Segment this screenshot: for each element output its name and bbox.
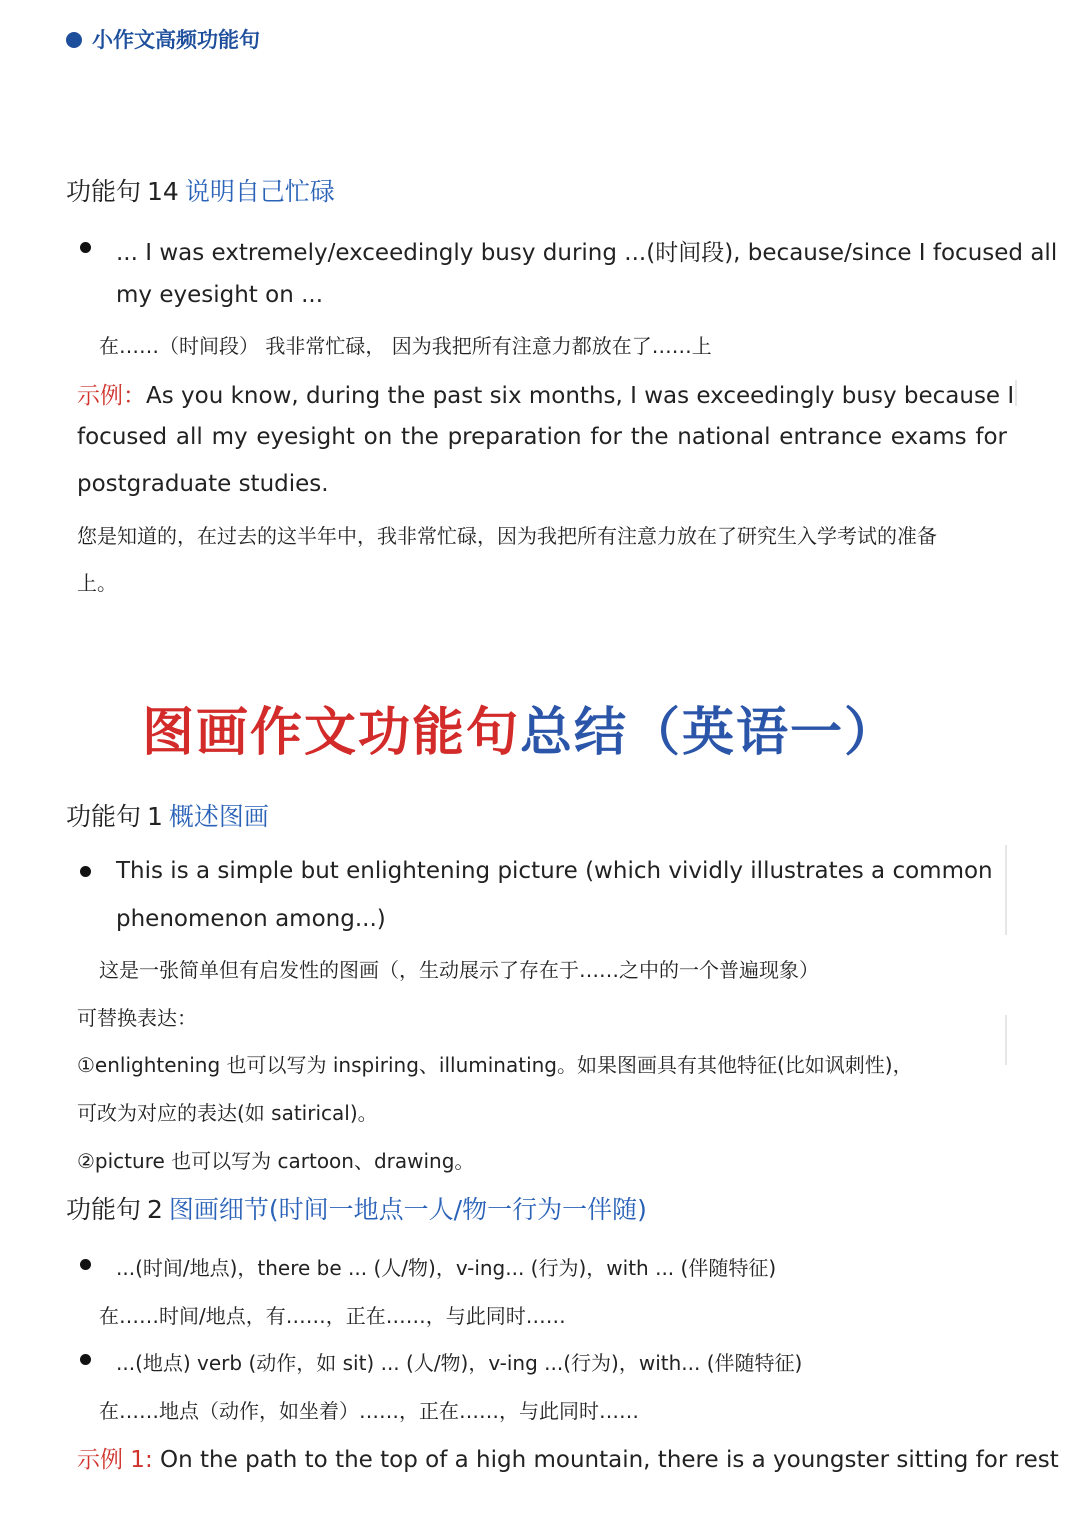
bullet-icon <box>80 1354 91 1365</box>
scan-artifact <box>1015 380 1017 406</box>
section14-number: 14 <box>147 177 179 206</box>
example-label: 示例 1: <box>77 1447 153 1473</box>
section2-prefix: 功能句 <box>66 1195 142 1224</box>
section14-example-zh-line2: 上。 <box>77 571 117 595</box>
section14-translation: 在……（时间段） 我非常忙碌， 因为我把所有注意力都放在了……上 <box>99 334 712 358</box>
section2-title <box>66 1190 647 1226</box>
section14-bullet-line1: ... I was extremely/exceedingly busy during ...(时间段), because/since I focused all <box>116 240 1058 266</box>
section2-translation2: 在……地点（动作，如坐着）……，正在……，与此同时…… <box>99 1399 639 1423</box>
section2-translation1: 在……时间/地点，有……，正在……，与此同时…… <box>99 1304 566 1328</box>
example-label: 示例： <box>77 383 146 409</box>
section2-number: 2 <box>147 1195 163 1224</box>
section2-example-line1 <box>77 1441 1059 1474</box>
section14-example-line1 <box>77 377 1015 410</box>
section1-alt1-line1: ①enlightening 也可以写为 inspiring、illuminating。如果图画具有其他特征(比如讽刺性)， <box>77 1053 913 1077</box>
section2-bullet1: ...(时间/地点)，there be ... (人/物)，v-ing... (行为)，with ... (伴随特征) <box>116 1256 777 1280</box>
section14-example-line2: focused all my eyesight on the preparation for the national entrance exams for <box>77 424 1007 450</box>
section1-title <box>66 797 269 833</box>
section14-bullet-line2: my eyesight on ... <box>116 282 324 308</box>
section14-title <box>66 172 335 208</box>
summary-title-red: 图画作文功能句 <box>141 703 520 763</box>
summary-title-blue: 总结（英语一） <box>520 703 899 763</box>
example-text: As you know, during the past six months, I was exceedingly busy because I <box>146 383 1015 409</box>
section1-number: 1 <box>147 802 163 831</box>
section1-alt2: ②picture 也可以写为 cartoon、drawing。 <box>77 1149 475 1173</box>
section14-prefix: 功能句 <box>66 177 142 206</box>
section1-prefix: 功能句 <box>66 802 142 831</box>
scan-artifact <box>1005 1015 1007 1065</box>
section1-topic: 概述图画 <box>168 802 269 831</box>
bullet-icon <box>80 1259 91 1270</box>
section1-alt-heading: 可替换表达： <box>77 1006 197 1030</box>
header-title: 小作文高频功能句 <box>92 28 260 52</box>
bullet-dot-icon <box>66 32 82 48</box>
bullet-icon <box>80 866 91 877</box>
section1-alt1-line2: 可改为对应的表达(如 satirical)。 <box>77 1101 378 1125</box>
bullet-icon <box>80 242 91 253</box>
section2-bullet2: ...(地点) verb (动作，如 sit) ... (人/物)，v-ing ...(行为)，with... (伴随特征) <box>116 1351 803 1375</box>
scan-artifact <box>1005 845 1007 935</box>
section14-topic: 说明自己忙碌 <box>184 177 335 206</box>
section1-bullet-line2: phenomenon among...) <box>116 906 386 932</box>
section1-translation: 这是一张简单但有启发性的图画（，生动展示了存在于……之中的一个普遍现象） <box>99 958 819 982</box>
section2-topic: 图画细节(时间一地点一人/物一行为一伴随) <box>168 1195 647 1224</box>
section14-example-zh-line1: 您是知道的，在过去的这半年中，我非常忙碌，因为我把所有注意力放在了研究生入学考试的准备 <box>77 524 937 548</box>
summary-title <box>0 690 1040 765</box>
section14-example-line3: postgraduate studies. <box>77 471 329 497</box>
section1-bullet-line1: This is a simple but enlightening picture (which vividly illustrates a common <box>116 858 993 884</box>
example-text: On the path to the top of a high mountain, there is a youngster sitting for rest <box>160 1447 1059 1473</box>
page-header <box>66 24 260 54</box>
